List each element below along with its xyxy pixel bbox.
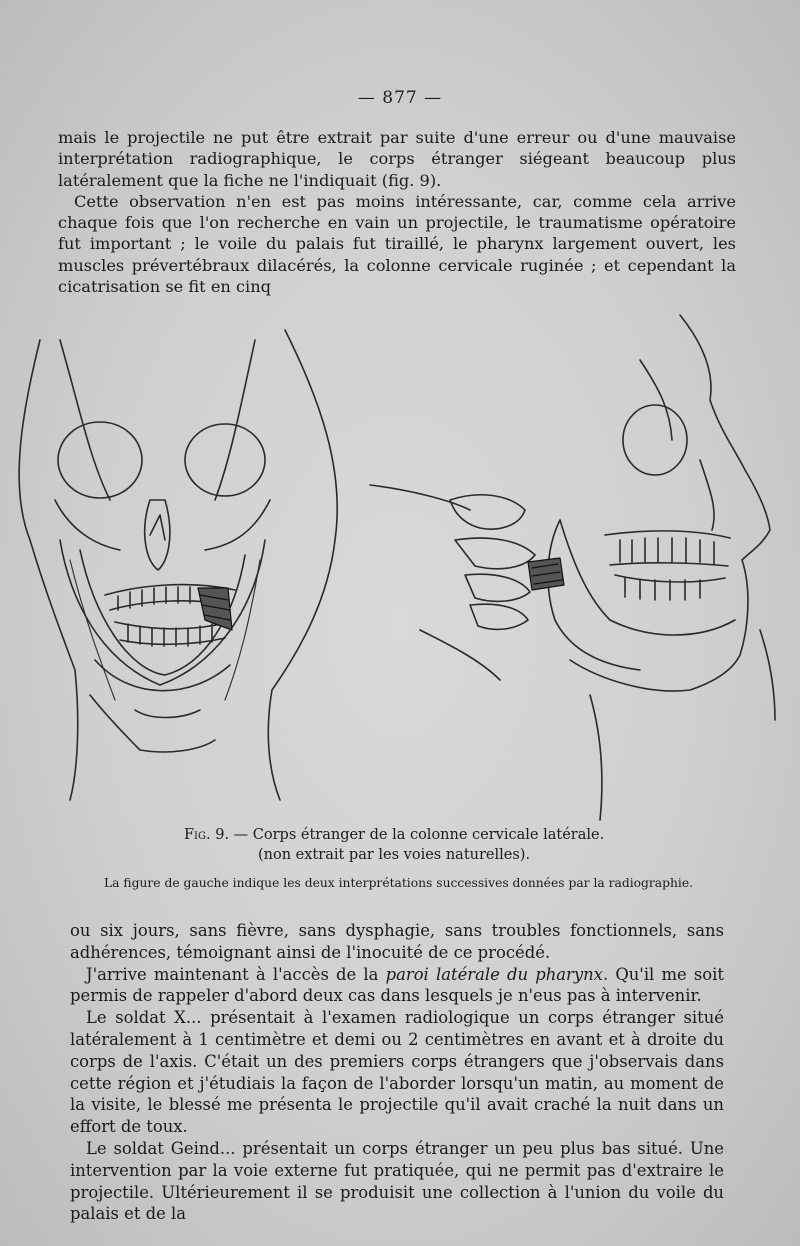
figure-title: — Corps étranger de la colonne cervicale latérale. [233, 827, 605, 843]
lateral-skull-drawing [370, 315, 775, 820]
paragraph-continuation: mais le projectile ne put être extrait par suite d'une erreur ou d'une mauvaise interprétation radiographique, le corps étranger siégeant beaucoup plus latéralement que la fiche ne l'indiquait (fig. 9). [58, 128, 736, 190]
paragraph-continuation-bottom: ou six jours, sans fièvre, sans dysphagie, sans troubles fonctionnels, sans adhérences, témoignant ainsi de l'inocuité de ce procédé. [70, 921, 724, 962]
figure-caption [184, 826, 644, 844]
lateral-wall-emphasis: paroi latérale du pharynx [385, 964, 603, 984]
text-block-bottom [70, 920, 724, 1225]
paragraph-observation: Cette observation n'en est pas moins intéressante, car, comme cela arrive chaque fois que l'on recherche en vain un projectile, le traumatisme opératoire fut important ; le voile du palais fut tiraillé, le pharynx largement ouvert, les muscles prévertébraux dilacérés, la colonne cervicale ruginée ; et cependant la cicatrisation se fit en cinq [58, 191, 736, 297]
figure-subtitle: (non extrait par les voies naturelles). [258, 847, 531, 863]
figure-9 [0, 300, 800, 825]
lateral-wall-text-after: . Qu'il me soit permis de rappeler d'abord deux cas dans lesquels je n'eus pas à intervenir. [70, 964, 724, 1006]
figure-note: La figure de gauche indique les deux interprétations successives données par la radiographie. [104, 876, 694, 890]
page-number: — 877 — [357, 88, 443, 108]
foreign-body-right [528, 558, 564, 590]
frontal-skull-drawing [19, 330, 337, 800]
figure-label: Fig. 9. [184, 827, 230, 843]
foreign-body-left [198, 588, 232, 630]
paragraph-soldier-x: Le soldat X... présentait à l'examen radiologique un corps étranger situé latéralement à 1 centimètre et demi ou 2 centimètres en avant et à droite du corps de l'axis. C'était un des premiers corps étrangers que j'observais dans cette région et j'étudiais la façon de l'aborder lorsqu'un matin, au moment de la visite, le blessé me présenta le projectile qu'il avait craché la nuit dans un effort de toux. [70, 1008, 724, 1137]
lateral-wall-text-before: J'arrive maintenant à l'accès de la [86, 964, 386, 984]
paragraph-lateral-wall [70, 964, 724, 1008]
paragraph-soldier-geind: Le soldat Geind... présentait un corps étranger un peu plus bas situé. Une intervention par la voie externe fut pratiquée, qui ne permit pas d'extraire le projectile. Ultérieurement il se produisit une collection à l'union du voile du palais et de la [70, 1138, 724, 1224]
text-block-top [58, 127, 736, 297]
skull-illustration [0, 300, 800, 825]
